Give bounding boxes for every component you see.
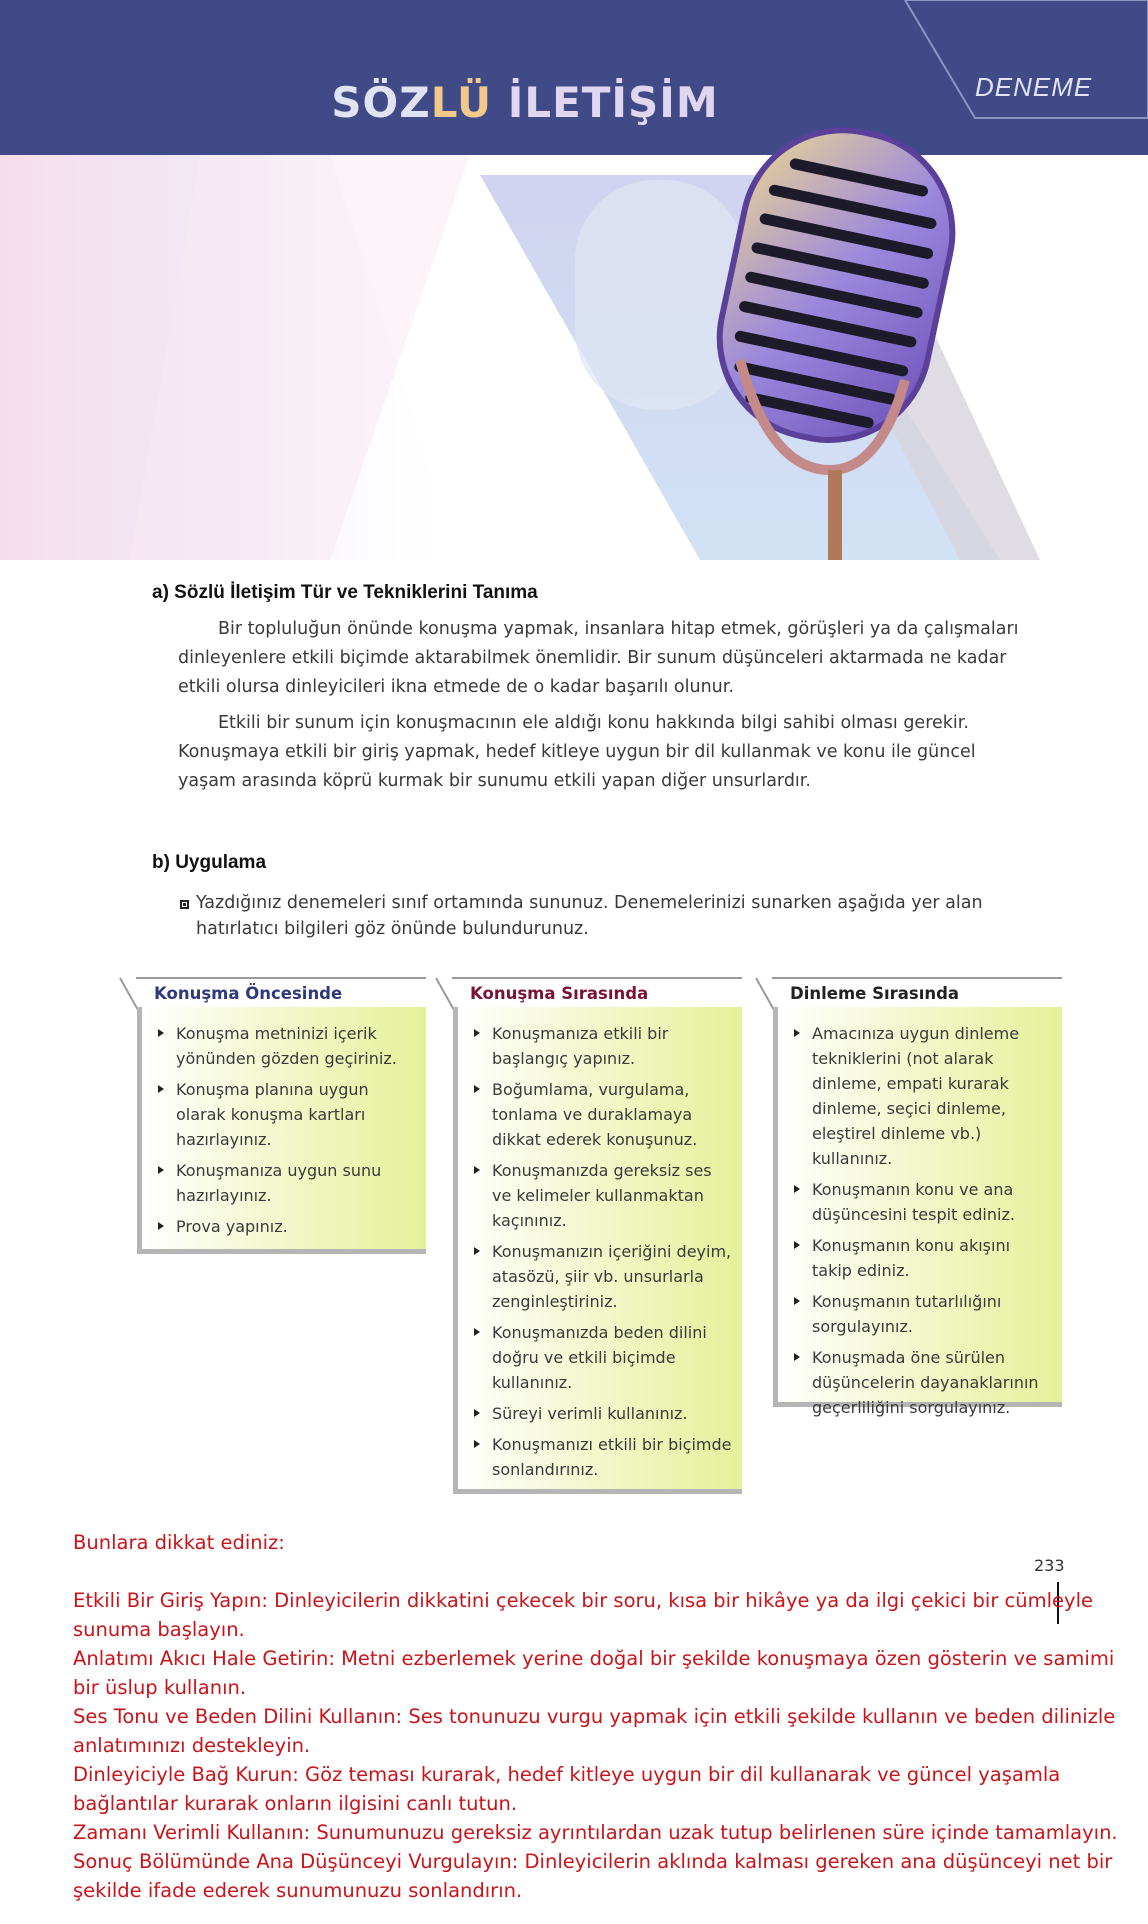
note-item: Anlatımı Akıcı Hale Getirin: Metni ezberlemek yerine doğal bir şekilde konuşmaya özen gösterin ve samimi bir üslup kullanın.	[73, 1647, 1115, 1699]
notes-heading: Bunlara dikkat ediniz:	[73, 1531, 285, 1554]
triangle-bullet-icon	[158, 1166, 164, 1174]
section-tag: DENEME	[975, 72, 1093, 102]
note-item: Dinleyiciyle Bağ Kurun: Göz teması kurarak, hedef kitleye uygun bir dil kullanarak ve güncel yaşamla bağlantılar kurarak onların ilgisini canlı tutun.	[73, 1763, 1061, 1815]
triangle-bullet-icon	[794, 1353, 800, 1361]
title-part-1: SÖZ	[331, 78, 431, 127]
list-item: Konuşma planına uygun olarak konuşma kartları hazırlayınız.	[156, 1077, 416, 1152]
note-item: Etkili Bir Giriş Yapın: Dinleyicilerin dikkatini çekecek bir soru, kısa bir hikâye ya da ilgi çekici bir cümleyle sunuma başlayın.	[73, 1589, 1093, 1641]
triangle-bullet-icon	[158, 1222, 164, 1230]
list-item: Konuşma metninizi içerik yönünden gözden geçiriniz.	[156, 1021, 416, 1071]
section-b-instruction: Yazdığınız denemeleri sınıf ortamında sununuz. Denemelerinizi sunarken aşağıda yer alan hatırlatıcı bilgileri göz önünde bulundurunuz.	[196, 893, 983, 939]
triangle-bullet-icon	[474, 1029, 480, 1037]
triangle-bullet-icon	[474, 1085, 480, 1093]
triangle-bullet-icon	[794, 1185, 800, 1193]
box-while-listening	[773, 1007, 1062, 1417]
triangle-bullet-icon	[794, 1241, 800, 1249]
square-bullet-icon	[180, 900, 189, 909]
list-item: Amacınıza uygun dinleme tekniklerini (not alarak dinleme, empati kurarak dinleme, seçici dinleme, eleştirel dinleme vb.) kullanınız.	[792, 1021, 1052, 1171]
triangle-bullet-icon	[474, 1409, 480, 1417]
title-part-3: İLETİŞİM	[507, 78, 719, 127]
tab-corner	[434, 977, 456, 1011]
note-item: Zamanı Verimli Kullanın: Sunumunuzu gereksiz ayrıntılardan uzak tutup belirlenen süre içinde tamamlayın.	[73, 1821, 1118, 1844]
section-a-paragraph-2: Etkili bir sunum için konuşmacının ele aldığı konu hakkında bilgi sahibi olması gerekir. Konuşmaya etkili bir giriş yapmak, hedef kitleye uygun bir dil kullanmak ve konu ile güncel yaşam arasında köprü kurmak bir sunumu etkili yapan diğer unsurlardır.	[178, 713, 976, 791]
list-item: Konuşmanın konu akışını takip ediniz.	[792, 1233, 1052, 1283]
triangle-bullet-icon	[474, 1328, 480, 1336]
notes-block[interactable]	[73, 1528, 1143, 1905]
box-before-speech	[137, 1007, 426, 1254]
box-title-while-listening: Dinleme Sırasında	[772, 977, 1062, 1007]
triangle-bullet-icon	[158, 1029, 164, 1037]
box-during-speech	[453, 1007, 742, 1494]
triangle-bullet-icon	[474, 1440, 480, 1448]
triangle-bullet-icon	[474, 1247, 480, 1255]
triangle-bullet-icon	[794, 1297, 800, 1305]
triangle-bullet-icon	[794, 1029, 800, 1037]
box-title-before-speech: Konuşma Öncesinde	[136, 977, 426, 1007]
triangle-bullet-icon	[474, 1166, 480, 1174]
list-item: Konuşmanızın içeriğini deyim, atasözü, şiir vb. unsurlarla zenginleştiriniz.	[472, 1239, 732, 1314]
list-item: Süreyi verimli kullanınız.	[472, 1401, 732, 1426]
section-a-paragraph-1: Bir topluluğun önünde konuşma yapmak, insanlara hitap etmek, görüşleri ya da çalışmaları dinleyenlere etkili biçimde aktarabilmek önemlidir. Bir sunum düşünceleri aktarmada ne kadar etkili olursa dinleyicileri ikna etmede de o kadar başarılı olunur.	[178, 619, 1019, 697]
tab-corner	[118, 977, 140, 1011]
tab-corner	[754, 977, 776, 1011]
list-item: Konuşmanıza uygun sunu hazırlayınız.	[156, 1158, 416, 1208]
triangle-bullet-icon	[158, 1085, 164, 1093]
page-number: 233	[1034, 1556, 1065, 1575]
box-title-during-speech: Konuşma Sırasında	[452, 977, 742, 1007]
section-b-heading: b) Uygulama	[152, 852, 267, 873]
list-item: Prova yapınız.	[156, 1214, 416, 1239]
list-item: Konuşmanıza etkili bir başlangıç yapınız.	[472, 1021, 732, 1071]
page-title	[0, 78, 1050, 127]
section-a-heading: a) Sözlü İletişim Tür ve Tekniklerini Tanıma	[152, 582, 538, 603]
list-item: Konuşmanın tutarlılığını sorgulayınız.	[792, 1289, 1052, 1339]
list-item: Konuşmada öne sürülen düşüncelerin dayanaklarının geçerliliğini sorgulayınız.	[792, 1345, 1052, 1420]
list-item: Boğumlama, vurgulama, tonlama ve duraklamaya dikkat ederek konuşunuz.	[472, 1077, 732, 1152]
list-item: Konuşmanızda beden dilini doğru ve etkili biçimde kullanınız.	[472, 1320, 732, 1395]
notes-spacer	[73, 1557, 1143, 1586]
list-item: Konuşmanızı etkili bir biçimde sonlandırınız.	[472, 1432, 732, 1482]
note-item: Sonuç Bölümünde Ana Düşünceyi Vurgulayın: Dinleyicilerin aklında kalması gereken ana düşünceyi net bir şekilde ifade ederek sunumunuzu sonlandırın.	[73, 1850, 1113, 1902]
note-item: Ses Tonu ve Beden Dilini Kullanın: Ses tonunuzu vurgu yapmak için etkili şekilde kullanın ve beden dilinizle anlatımınızı destekleyin.	[73, 1705, 1116, 1757]
list-item: Konuşmanızda gereksiz ses ve kelimeler kullanmaktan kaçınınız.	[472, 1158, 732, 1233]
list-item: Konuşmanın konu ve ana düşüncesini tespit ediniz.	[792, 1177, 1052, 1227]
title-part-2: LÜ	[430, 78, 493, 127]
